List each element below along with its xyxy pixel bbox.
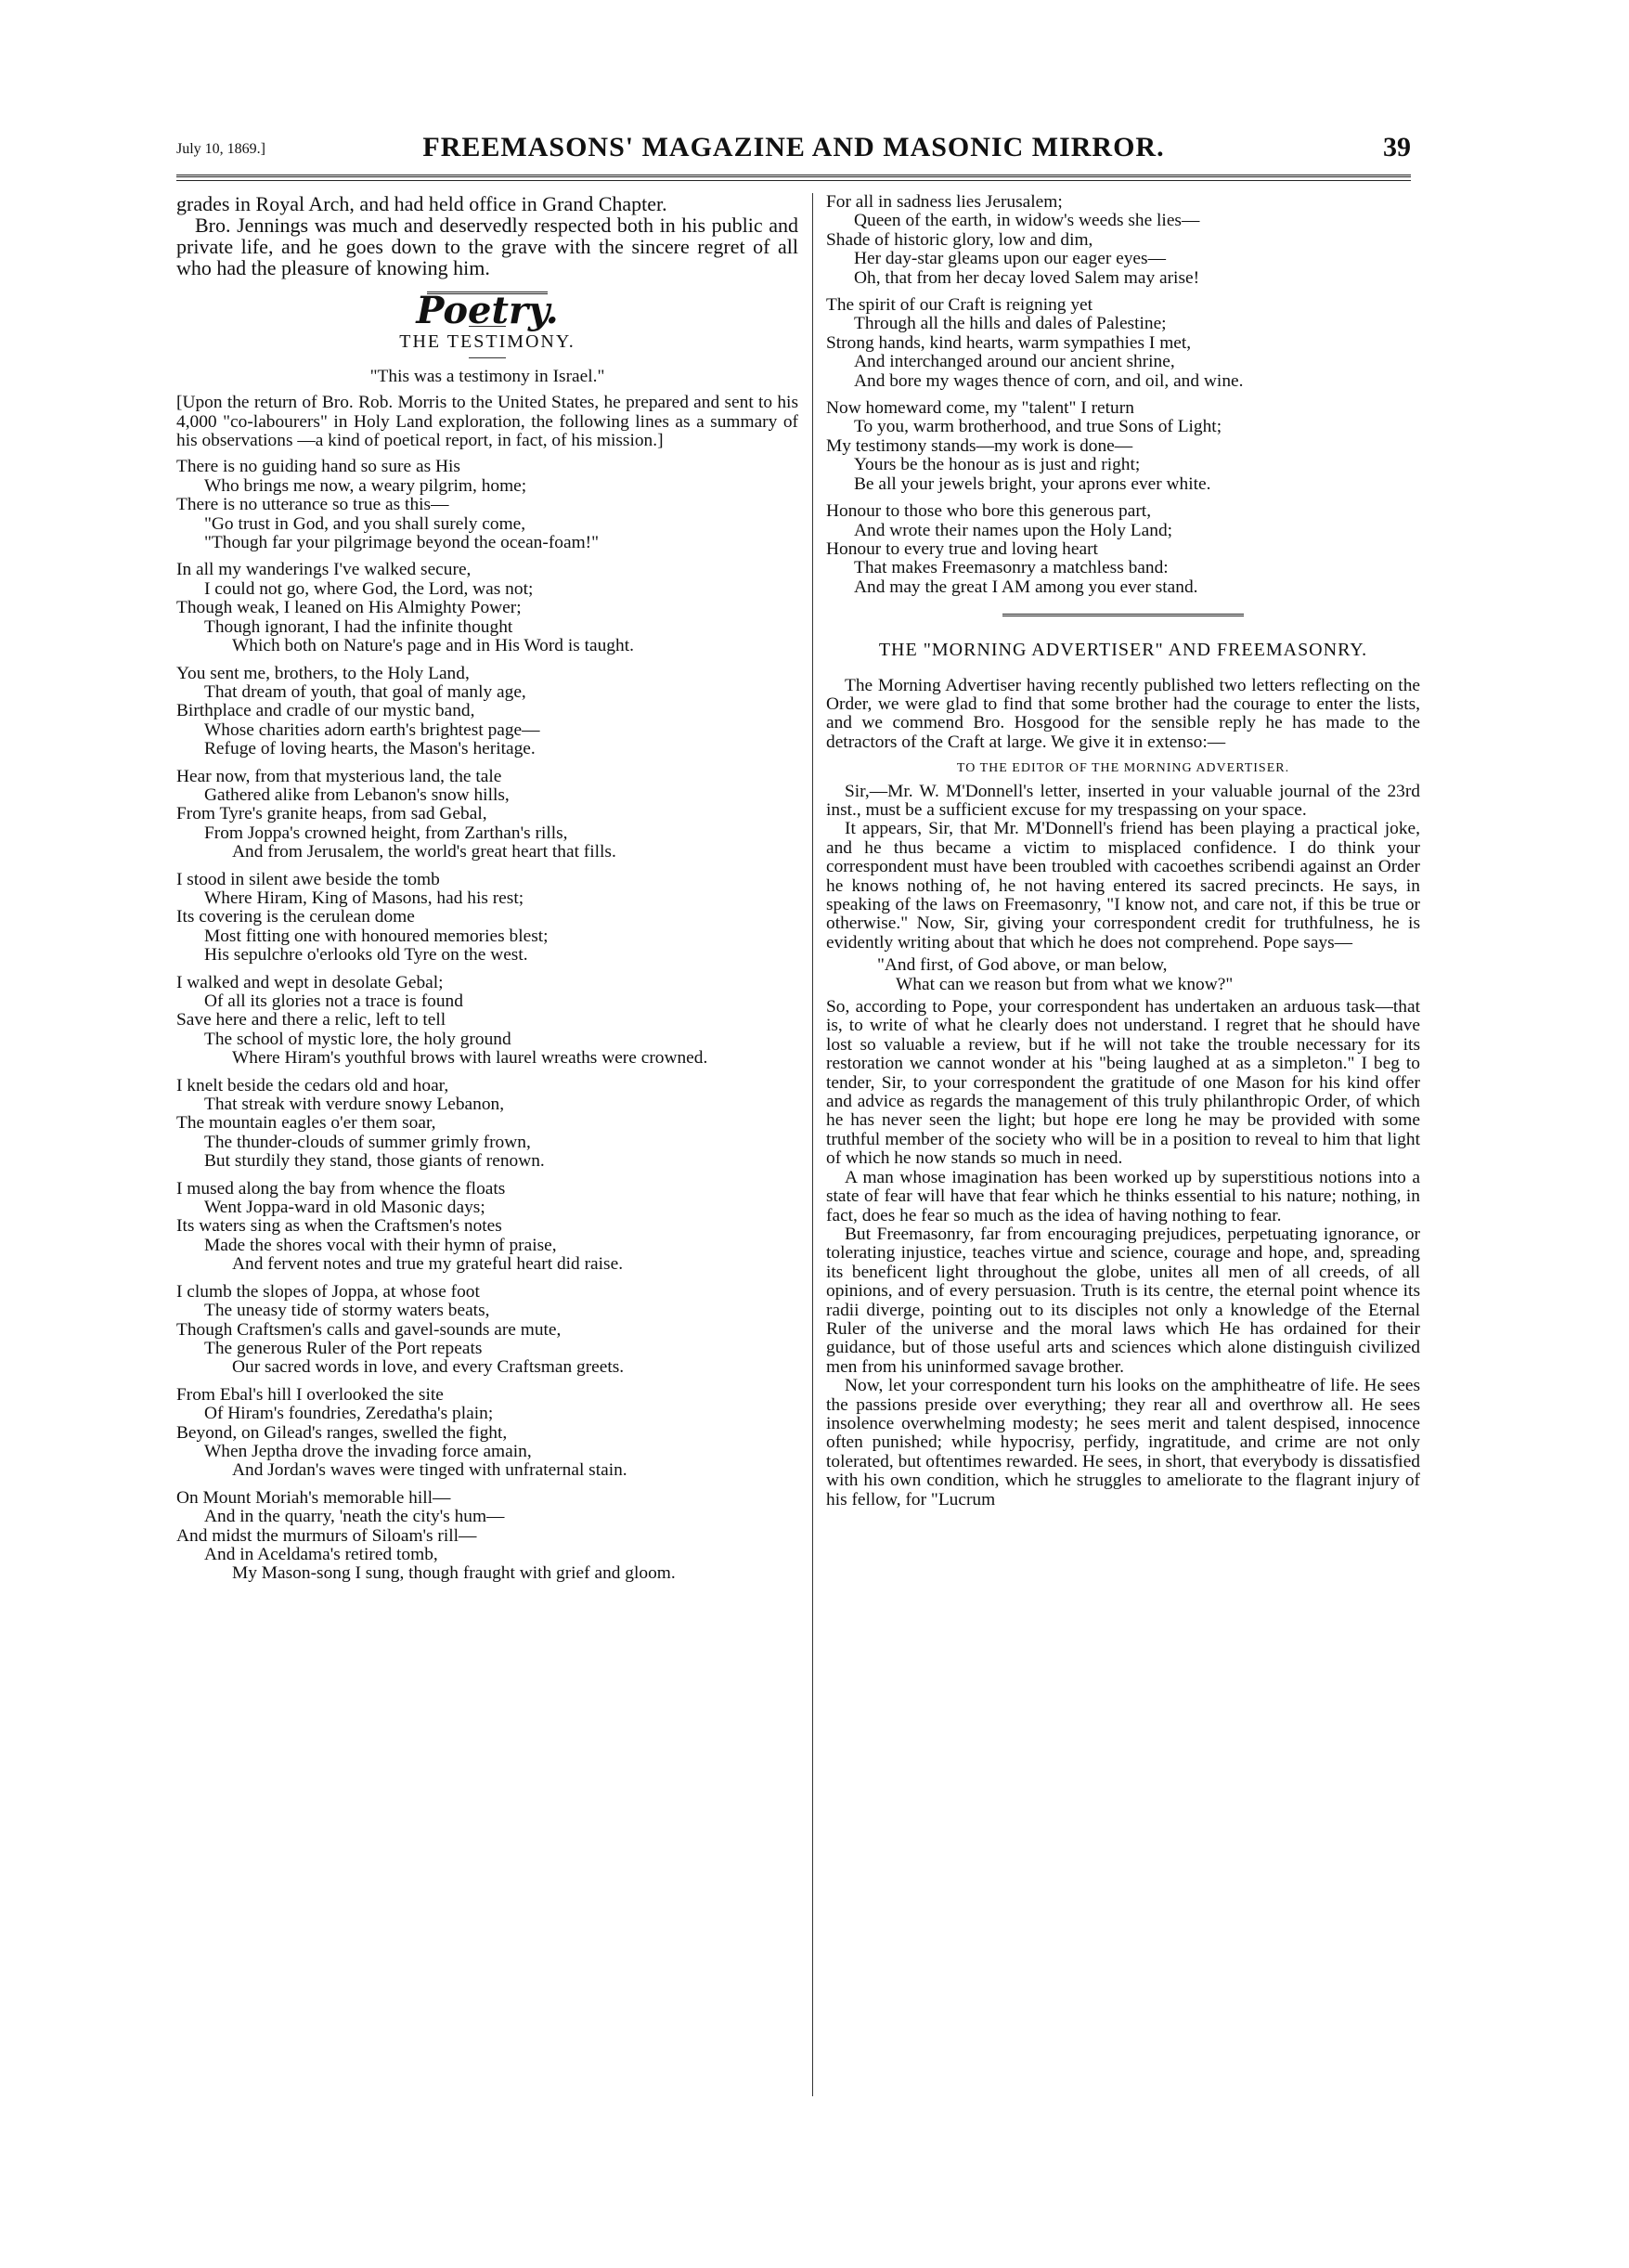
right-column bbox=[826, 193, 1420, 1510]
verse-line: And interchanged around our ancient shrine, bbox=[854, 352, 1175, 372]
verse-line: His sepulchre o'erlooks old Tyre on the west. bbox=[204, 945, 528, 966]
verse-line: And fervent notes and true my grateful heart did raise. bbox=[232, 1254, 624, 1275]
poem-title: THE TESTIMONY. bbox=[399, 331, 575, 353]
article-intro: The Morning Advertiser having recently published two letters reflecting on the Order, we were glad to find that some brother had the courage to enter the lists, and we commend Bro. Hosgood for the sensible reply he has made to the detractors of the Craft at large. We give it in extenso:— bbox=[826, 675, 1420, 752]
verse-line: But sturdily they stand, those giants of renown. bbox=[204, 1151, 545, 1172]
verse-line: "Go trust in God, and you shall surely come, bbox=[204, 513, 526, 534]
verse-line: My Mason-song I sung, though fraught with grief and gloom. bbox=[232, 1563, 676, 1584]
stanza bbox=[176, 974, 798, 1069]
verse-line: The uneasy tide of stormy waters beats, bbox=[204, 1301, 490, 1321]
verse-line: From Joppa's crowned height, from Zarthan's rills, bbox=[204, 823, 568, 843]
verse-line: Now homeward come, my "talent" I return bbox=[826, 398, 1134, 419]
verse-line: Her day-star gleams upon our eager eyes— bbox=[854, 249, 1166, 269]
verse-line: On Mount Moriah's memorable hill— bbox=[176, 1487, 451, 1508]
stanza bbox=[176, 871, 798, 966]
verse-line: Most fitting one with honoured memories blest; bbox=[204, 926, 549, 946]
verse-line: Its covering is the cerulean dome bbox=[176, 907, 415, 927]
stanza bbox=[826, 502, 1420, 597]
magazine-title: FREEMASONS' MAGAZINE AND MASONIC MIRROR. bbox=[422, 132, 1165, 162]
stanza bbox=[176, 458, 798, 552]
verse-line: There is no utterance so true as this— bbox=[176, 495, 449, 515]
poem-intro: [Upon the return of Bro. Rob. Morris to the United States, he prepared and sent to his 4,000 "co-labourers" in Holy Land exploration, the following lines as a summary of his observations —a kind of poetical report, in fact, of his mission.] bbox=[176, 393, 798, 451]
verse-line: And bore my wages thence of corn, and oil, and wine. bbox=[854, 370, 1244, 391]
verse-line: The mountain eagles o'er them soar, bbox=[176, 1113, 436, 1134]
verse-line: I could not go, where God, the Lord, was not; bbox=[204, 578, 534, 599]
verse-line: Which both on Nature's page and in His Word is taught. bbox=[232, 636, 634, 656]
verse-line: Hear now, from that mysterious land, the tale bbox=[176, 766, 502, 786]
verse-line: Be all your jewels bright, your aprons ever white. bbox=[854, 473, 1211, 494]
letter-paragraph: But Freemasonry, far from encouraging prejudices, perpetuating ignorance, or tolerating injustice, teaches virtue and science, courage and hope, and, spreading its beneficent light throughout the globe, unites all men of all creeds, of all opinions, and of every persuasion. Truth is its centre, the eternal point whence its radii diverge, pointing out to its disciples not only a knowledge of the Eternal Ruler of the universe and the moral laws which He has ordained for their guidance, but of those useful arts and sciences which alone distinguish civilized men from his uninformed savage brother. bbox=[826, 1224, 1420, 1377]
quote-line: "And first, of God above, or man below, bbox=[877, 955, 1168, 976]
poem-motto: "This was a testimony in Israel." bbox=[369, 366, 605, 386]
letter-paragraph: Now, let your correspondent turn his looks on the amphitheatre of life. He sees the passions preside over everything; they rear all and overthrow all. He sees insolence overwhelming modesty; he sees merit and talent despised, innocence often punished; while hypocrisy, perfidy, ingratitude, and crime are not only tolerated, but oftentimes rewarded. He sees, in short, that everybody is dissatisfied with his own condition, which he struggles to ameliorate to the flagrant injury of his fellow, for "Lucrum bbox=[826, 1376, 1420, 1510]
verse-line: I clumb the slopes of Joppa, at whose foot bbox=[176, 1281, 480, 1302]
poem-stanzas-continued bbox=[826, 193, 1420, 597]
verse-line: That streak with verdure snowy Lebanon, bbox=[204, 1095, 505, 1115]
verse-line: That makes Freemasonry a matchless band: bbox=[854, 558, 1169, 578]
verse-line: Refuge of loving hearts, the Mason's heritage. bbox=[204, 739, 536, 759]
stanza bbox=[176, 665, 798, 759]
letter-heading: TO THE EDITOR OF THE MORNING ADVERTISER. bbox=[956, 761, 1290, 776]
verse-line: Gathered alike from Lebanon's snow hills, bbox=[204, 784, 510, 805]
verse-line: Beyond, on Gilead's ranges, swelled the fight, bbox=[176, 1422, 508, 1443]
continued-paragraph: Bro. Jennings was much and deservedly respected both in his public and private life, and he goes down to the grave with the sincere regret of all who had the pleasure of knowing him. bbox=[176, 214, 798, 279]
verse-line: Where Hiram's youthful brows with laurel wreaths were crowned. bbox=[232, 1048, 708, 1069]
letter-paragraph: Sir,—Mr. W. M'Donnell's letter, inserted in your valuable journal of the 23rd inst., must be a sufficient excuse for my trespassing on your space. bbox=[826, 781, 1420, 820]
verse-line: And wrote their names upon the Holy Land; bbox=[854, 520, 1173, 540]
verse-line: Save here and there a relic, left to tell bbox=[176, 1010, 446, 1030]
verse-line: Through all the hills and dales of Palestine; bbox=[854, 314, 1167, 334]
stanza bbox=[176, 1386, 798, 1481]
column-divider bbox=[812, 193, 813, 2096]
verse-line: And midst the murmurs of Siloam's rill— bbox=[176, 1525, 477, 1546]
verse-line: And from Jerusalem, the world's great heart that fills. bbox=[232, 842, 616, 862]
stanza bbox=[826, 193, 1420, 288]
verse-line: The generous Ruler of the Port repeats bbox=[204, 1338, 483, 1358]
verse-line: To you, warm brotherhood, and true Sons of Light; bbox=[854, 417, 1222, 437]
issue-date: July 10, 1869.] bbox=[176, 141, 265, 157]
verse-line: You sent me, brothers, to the Holy Land, bbox=[176, 663, 470, 683]
verse-line: That dream of youth, that goal of manly age, bbox=[204, 681, 526, 702]
verse-line: Shade of historic glory, low and dim, bbox=[826, 229, 1093, 250]
verse-line: In all my wanderings I've walked secure, bbox=[176, 560, 472, 580]
verse-line: Though ignorant, I had the infinite thought bbox=[204, 616, 513, 637]
verse-line: My testimony stands—my work is done— bbox=[826, 435, 1133, 456]
stanza bbox=[826, 399, 1420, 494]
verse-line: Our sacred words in love, and every Craftsman greets. bbox=[232, 1357, 625, 1378]
stanza bbox=[176, 1283, 798, 1378]
verse-line: Though Craftsmen's calls and gavel-sounds are mute, bbox=[176, 1319, 562, 1340]
pope-quote bbox=[826, 956, 1420, 994]
page-number: 39 bbox=[1383, 132, 1411, 162]
poetry-heading: Poetry. bbox=[416, 289, 559, 332]
stanza bbox=[176, 768, 798, 862]
verse-line: And may the great I AM among you ever stand. bbox=[854, 577, 1198, 597]
stanza bbox=[826, 296, 1420, 391]
verse-line: Made the shores vocal with their hymn of praise, bbox=[204, 1235, 557, 1255]
left-column bbox=[176, 193, 798, 1592]
poem-stanzas bbox=[176, 458, 798, 1583]
verse-line: Strong hands, kind hearts, warm sympathies I met, bbox=[826, 332, 1192, 353]
stanza bbox=[176, 561, 798, 655]
verse-line: I mused along the bay from whence the floats bbox=[176, 1178, 506, 1199]
verse-line: And in the quarry, 'neath the city's hum— bbox=[204, 1507, 505, 1527]
verse-line: And Jordan's waves were tinged with unfraternal stain. bbox=[232, 1460, 627, 1481]
verse-line: Its waters sing as when the Craftsmen's notes bbox=[176, 1216, 502, 1237]
letter-paragraph: So, according to Pope, your correspondent has undertaken an arduous task—that is, to write of what he clearly does not understand. I regret that he should have lost so valuable a review, but if he will not take the trouble necessary for its restoration we cannot wonder at his "being laughed at as a simpleton." I beg to tender, Sir, to your correspondent the gratitude of one Mason for his kind offer and advice as regards the management of this truly philanthropic Order, of which he has never seen the light; but hope ere long he may be provided with some truthful member of the society who will be in a position to reveal to him that light of which he now stands so much in need. bbox=[826, 997, 1420, 1169]
verse-line: Of all its glories not a trace is found bbox=[204, 991, 463, 1011]
verse-line: Where Hiram, King of Masons, had his rest; bbox=[204, 888, 524, 908]
verse-line: The spirit of our Craft is reigning yet bbox=[826, 295, 1093, 316]
verse-line: From Ebal's hill I overlooked the site bbox=[176, 1384, 444, 1405]
letter-paragraph: It appears, Sir, that Mr. M'Donnell's friend has been playing a practical joke, and he thus became a victim to misplaced confidence. I do think your correspondent must have been troubled with cacoethes scribendi against an Order he knows nothing of, he not having entered its sacred precincts. He says, in speaking of the laws on Freemasonry, "I know not, and care not, if this be true or otherwise." Now, Sir, giving your correspondent credit for truthfulness, he is evidently writing about that which he does not comprehend. Pope says— bbox=[826, 819, 1420, 953]
verse-line: Yours be the honour as is just and right; bbox=[854, 455, 1141, 475]
title-rule bbox=[469, 357, 506, 358]
continued-paragraph: grades in Royal Arch, and had held office in Grand Chapter. bbox=[176, 192, 667, 215]
verse-line: "Though far your pilgrimage beyond the ocean-foam!" bbox=[204, 533, 600, 553]
verse-line: From Tyre's granite heaps, from sad Gebal, bbox=[176, 804, 487, 824]
verse-line: Though weak, I leaned on His Almighty Power; bbox=[176, 598, 522, 618]
verse-line: Went Joppa-ward in old Masonic days; bbox=[204, 1198, 485, 1218]
verse-line: Birthplace and cradle of our mystic band, bbox=[176, 701, 475, 721]
verse-line: Of Hiram's foundries, Zeredatha's plain; bbox=[204, 1404, 494, 1424]
stanza bbox=[176, 1180, 798, 1275]
quote-line: What can we reason but from what we know?" bbox=[896, 974, 1234, 994]
verse-line: Whose charities adorn earth's brightest page— bbox=[204, 719, 540, 740]
verse-line: I walked and wept in desolate Gebal; bbox=[176, 972, 444, 992]
article-title: THE "MORNING ADVERTISER" AND FREEMASONRY. bbox=[878, 640, 1368, 661]
verse-line: Honour to those who bore this generous part, bbox=[826, 501, 1152, 522]
verse-line: When Jeptha drove the invading force amain, bbox=[204, 1441, 532, 1461]
verse-line: The thunder-clouds of summer grimly frown, bbox=[204, 1132, 531, 1152]
verse-line: Honour to every true and loving heart bbox=[826, 538, 1098, 559]
verse-line: Oh, that from her decay loved Salem may arise! bbox=[854, 267, 1200, 288]
stanza bbox=[176, 1489, 798, 1584]
header-rule bbox=[176, 175, 1411, 181]
verse-line: Who brings me now, a weary pilgrim, home; bbox=[204, 475, 527, 496]
verse-line: I stood in silent awe beside the tomb bbox=[176, 869, 440, 889]
verse-line: There is no guiding hand so sure as His bbox=[176, 457, 460, 477]
stanza bbox=[176, 1077, 798, 1172]
letter-paragraph: A man whose imagination has been worked up by superstitious notions into a state of fear will have that fear which he thinks essential to his nature; nothing, in fact, does he fear so much as the idea of having nothing to fear. bbox=[826, 1167, 1420, 1225]
verse-line: And in Aceldama's retired tomb, bbox=[204, 1544, 438, 1564]
verse-line: Queen of the earth, in widow's weeds she lies— bbox=[854, 211, 1200, 231]
verse-line: For all in sadness lies Jerusalem; bbox=[826, 192, 1063, 212]
section-rule bbox=[1002, 614, 1244, 616]
verse-line: The school of mystic lore, the holy ground bbox=[204, 1029, 511, 1049]
verse-line: I knelt beside the cedars old and hoar, bbox=[176, 1075, 449, 1095]
page-header bbox=[176, 132, 1411, 169]
